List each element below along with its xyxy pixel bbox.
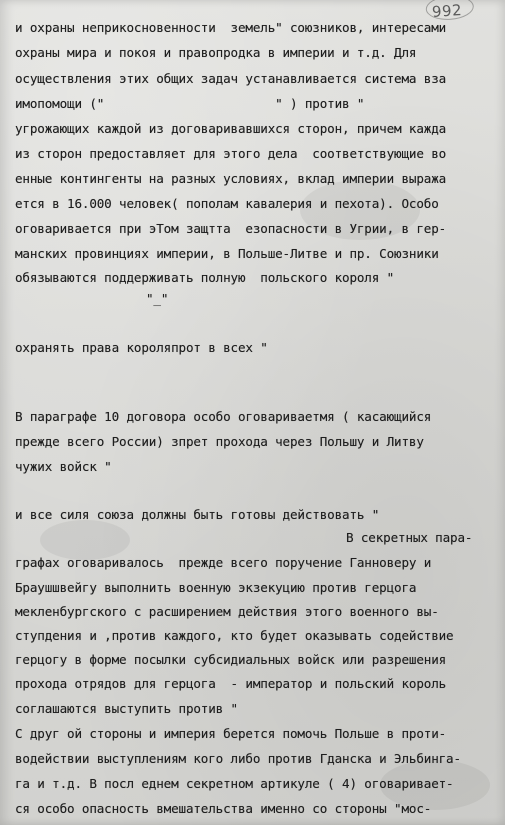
text-line: оговаривается при эТом защтта езопасности в Угрии, в гер-	[15, 221, 447, 236]
text-line: С друг ой стороны и империя берется помочь Польше в проти-	[15, 726, 447, 741]
text-line: ступдения и ,против каждого, кто будет оказывать содействие	[15, 628, 454, 643]
text-line: "_"	[146, 291, 169, 306]
text-line: графах оговаривалось прежде всего поручение Ганноверу и	[15, 555, 432, 570]
text-line: и охраны неприкосновенности земель" союзников, интересами	[15, 20, 447, 35]
text-line: манских провинциях империи, в Польше-Литве и пр. Союзники	[15, 246, 439, 261]
text-line: из сторон предоставляет для этого дела соответствующие во	[15, 146, 447, 161]
text-line: обязываются поддерживать полную польского короля "	[15, 270, 395, 285]
text-line: охраны мира и покоя и правопродка в империи и т.д. Для	[15, 45, 417, 60]
text-line: В секретных пара-	[346, 530, 473, 545]
text-line: га и т.д. В посл еднем секретном артикуле ( 4) оговаривает-	[15, 776, 454, 791]
text-line: угрожающих каждой из договаривавшихся сторон, причем кажда	[15, 121, 447, 136]
text-line: ся особо опасность вмешательства именно со стороны "мос-	[15, 801, 432, 816]
text-line: Браушшвейгу выполнить военную экзекуцию против герцога	[15, 580, 417, 595]
text-line: ется в 16.000 человек( пополам кавалерия и пехота). Особо	[15, 196, 439, 211]
text-line: енные контингенты на разных условиях, вклад империи выража	[15, 171, 447, 186]
text-line: осуществления этих общих задач устанавливается система вза	[15, 71, 447, 86]
text-line: прежде всего России) зпрет прохода через Польшу и Литву	[15, 434, 424, 449]
text-line: имопомощи (" " ) против "	[15, 96, 365, 111]
page-number: 992	[431, 0, 463, 22]
text-line: чужих войск "	[15, 459, 112, 474]
text-line: соглашаются выступить против "	[15, 701, 238, 716]
text-line: В параграфе 10 договора особо оговариваетмя ( касающийся	[15, 409, 432, 424]
text-line: охранять права короляпрот в всех "	[15, 340, 268, 355]
text-line: и все силя союза должны быть готовы действовать "	[15, 507, 380, 522]
text-line: прохода отрядов для герцога - император и польский король	[15, 676, 447, 691]
text-line: герцогу в форме посылки субсидиальных войск или разрешения	[15, 652, 447, 667]
text-line: мекленбургского с расширением действия этого военного вы-	[15, 604, 439, 619]
text-line: водействии выступлениям кого либо против Гданска и Эльбинга-	[15, 751, 461, 766]
